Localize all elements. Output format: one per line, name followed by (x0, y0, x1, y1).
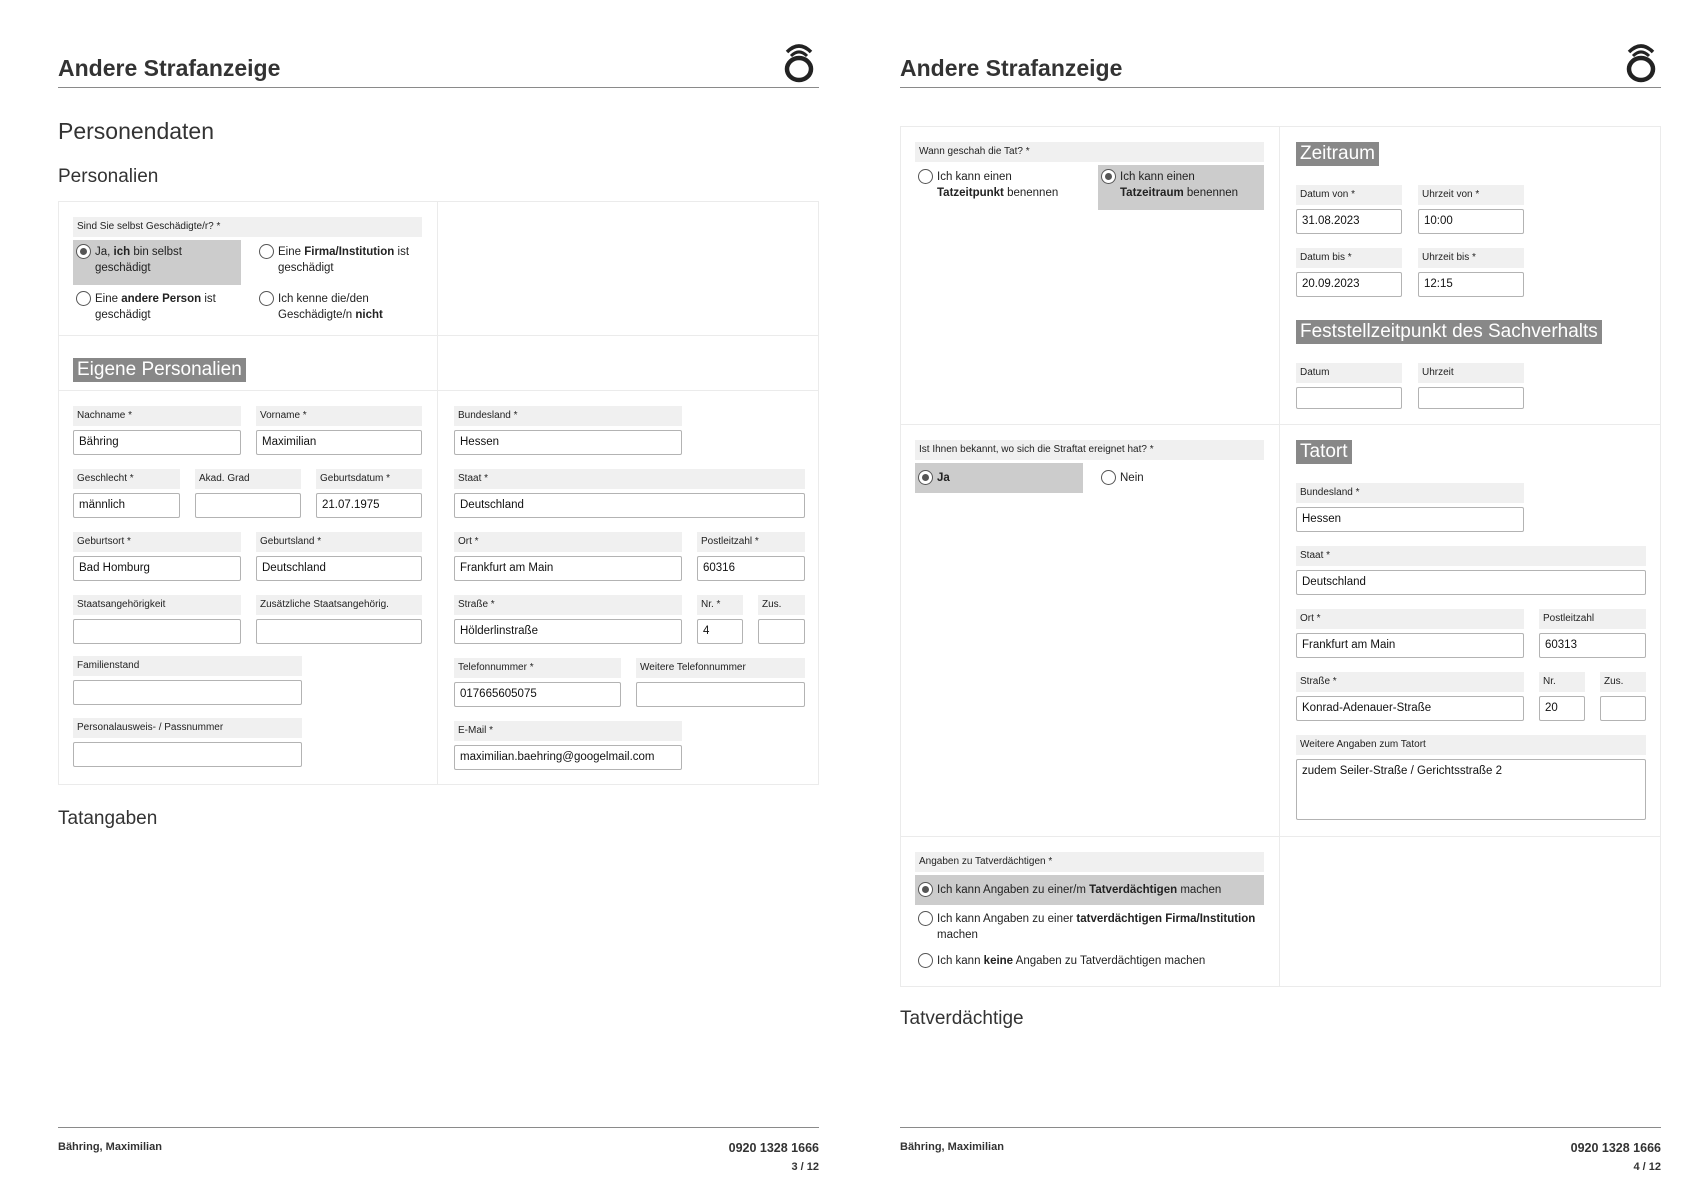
nachname-field[interactable]: Bähring (73, 430, 241, 455)
question-label: Ist Ihnen bekannt, wo sich die Straftat ereignet hat? * (915, 440, 1264, 460)
geburtsort-label: Geburtsort * (73, 532, 241, 552)
document-title: Andere Strafanzeige (58, 55, 281, 81)
geburtsland-label: Geburtsland * (256, 532, 422, 552)
radio-icon (76, 244, 91, 259)
tatort-nr-field[interactable]: 20 (1539, 696, 1585, 721)
next-section-heading: Tatangaben (58, 808, 158, 829)
radio-icon (918, 953, 933, 968)
vorname-field[interactable]: Maximilian (256, 430, 422, 455)
section-title-feststellzeitpunkt: Feststellzeitpunkt des Sachverhalts (1296, 320, 1602, 344)
datum-bis-field[interactable]: 20.09.2023 (1296, 272, 1402, 297)
radio-company-damaged[interactable]: Eine Firma/Institution ist geschädigt (256, 240, 422, 285)
geschlecht-select[interactable]: männlich (73, 493, 180, 518)
page-footer (58, 1127, 819, 1177)
page-4 (842, 0, 1684, 1191)
geburtsdatum-field[interactable]: 21.07.1975 (316, 493, 422, 518)
radio-unknown-damaged[interactable]: Ich kenne die/den Geschädigte/n nicht (256, 287, 422, 332)
tatort-bundesland-label: Bundesland * (1296, 483, 1524, 503)
section-title-eigene-personalien: Eigene Personalien (73, 358, 246, 382)
geburtsort-field[interactable]: Bad Homburg (73, 556, 241, 581)
uhrzeit-label: Uhrzeit (1418, 363, 1524, 383)
subsection-heading: Personalien (58, 166, 159, 187)
uhrzeit-bis-label: Uhrzeit bis * (1418, 248, 1524, 268)
strasse-label: Straße * (454, 595, 682, 615)
document-title: Andere Strafanzeige (900, 55, 1123, 81)
uhrzeit-bis-field[interactable]: 12:15 (1418, 272, 1524, 297)
uhrzeit-von-field[interactable]: 10:00 (1418, 209, 1524, 234)
page-footer (900, 1127, 1661, 1177)
footer-name: Bähring, Maximilian (900, 1141, 1004, 1153)
zus-staatsangehoerigkeit-label: Zusätzliche Staatsangehörig. (256, 595, 422, 615)
zus-field[interactable] (758, 619, 805, 644)
tatort-ort-label: Ort * (1296, 609, 1524, 629)
next-section-heading: Tatverdächtige (900, 1008, 1024, 1029)
radio-icon (918, 882, 933, 897)
akad-grad-field[interactable] (195, 493, 301, 518)
datum-von-label: Datum von * (1296, 185, 1402, 205)
tatort-ort-field[interactable]: Frankfurt am Main (1296, 633, 1524, 658)
page-header (58, 50, 819, 88)
ausweis-field[interactable] (73, 742, 302, 767)
ort-field[interactable]: Frankfurt am Main (454, 556, 682, 581)
radio-tatzeitraum[interactable]: Ich kann einen Tatzeitraum benennen (1098, 165, 1264, 210)
section-title-tatort: Tatort (1296, 440, 1352, 464)
familienstand-field[interactable] (73, 680, 302, 705)
datum-von-field[interactable]: 31.08.2023 (1296, 209, 1402, 234)
radio-icon (1101, 470, 1116, 485)
uhrzeit-von-label: Uhrzeit von * (1418, 185, 1524, 205)
nr-field[interactable]: 4 (697, 619, 743, 644)
radio-ort-ja[interactable]: Ja (915, 463, 1083, 493)
zus-label: Zus. (758, 595, 805, 615)
page-number: 4 / 12 (1633, 1161, 1661, 1173)
radio-tatverdaechtige-firma[interactable]: Ich kann Angaben zu einer tatverdächtigen Firma/Institution machen (915, 907, 1264, 945)
plz-label: Postleitzahl * (697, 532, 805, 552)
bundesland-select[interactable]: Hessen (454, 430, 682, 455)
tatort-plz-label: Postleitzahl (1539, 609, 1646, 629)
radio-self-damaged[interactable]: Ja, ich bin selbst geschädigt (73, 240, 241, 285)
weitere-angaben-textarea[interactable]: zudem Seiler-Straße / Gerichtsstraße 2 (1296, 759, 1646, 820)
question-label: Wann geschah die Tat? * (915, 142, 1264, 162)
radio-ort-nein[interactable]: Nein (1098, 463, 1264, 493)
tatort-bundesland-select[interactable]: Hessen (1296, 507, 1524, 532)
weitere-telefon-field[interactable] (636, 682, 805, 707)
radio-icon (1101, 169, 1116, 184)
telefon-label: Telefonnummer * (454, 658, 621, 678)
email-label: E-Mail * (454, 721, 682, 741)
staat-label: Staat * (454, 469, 805, 489)
uhrzeit-field[interactable] (1418, 387, 1524, 409)
page-header (900, 50, 1661, 88)
ort-label: Ort * (454, 532, 682, 552)
tatort-plz-field[interactable]: 60313 (1539, 633, 1646, 658)
akad-grad-label: Akad. Grad (195, 469, 301, 489)
geburtsdatum-label: Geburtsdatum * (316, 469, 422, 489)
zus-staatsangehoerigkeit-field[interactable] (256, 619, 422, 644)
datum-bis-label: Datum bis * (1296, 248, 1402, 268)
question-label: Angaben zu Tatverdächtigen * (915, 852, 1264, 872)
footer-name: Bähring, Maximilian (58, 1141, 162, 1153)
geschlecht-label: Geschlecht * (73, 469, 180, 489)
footer-case-number: 0920 1328 1666 (1570, 1141, 1661, 1155)
plz-field[interactable]: 60316 (697, 556, 805, 581)
strasse-field[interactable]: Hölderlinstraße (454, 619, 682, 644)
weitere-telefon-label: Weitere Telefonnummer (636, 658, 805, 678)
radio-tatverdaechtige-person[interactable]: Ich kann Angaben zu einer/m Tatverdächtigen machen (915, 875, 1264, 905)
radio-icon (918, 911, 933, 926)
staat-select[interactable]: Deutschland (454, 493, 805, 518)
section-heading: Personendaten (58, 118, 215, 144)
radio-icon (76, 291, 91, 306)
radio-icon (259, 291, 274, 306)
tatort-nr-label: Nr. (1539, 672, 1585, 692)
footer-case-number: 0920 1328 1666 (728, 1141, 819, 1155)
question-label: Sind Sie selbst Geschädigte/r? * (73, 217, 422, 237)
familienstand-label: Familienstand (73, 656, 302, 676)
radio-icon (918, 470, 933, 485)
tatort-strasse-label: Straße * (1296, 672, 1524, 692)
geburtsland-field[interactable]: Deutschland (256, 556, 422, 581)
police-logo-icon (1623, 38, 1659, 84)
radio-other-person-damaged[interactable]: Eine andere Person ist geschädigt (73, 287, 241, 332)
radio-tatzeitpunkt[interactable]: Ich kann einen Tatzeitpunkt benennen (915, 165, 1083, 210)
section-title-zeitraum: Zeitraum (1296, 142, 1379, 166)
bundesland-label: Bundesland * (454, 406, 682, 426)
staatsangehoerigkeit-label: Staatsangehörigkeit (73, 595, 241, 615)
weitere-angaben-label: Weitere Angaben zum Tatort (1296, 735, 1646, 755)
nr-label: Nr. * (697, 595, 743, 615)
radio-icon (259, 244, 274, 259)
staatsangehoerigkeit-field[interactable] (73, 619, 241, 644)
datum-field[interactable] (1296, 387, 1402, 409)
tatort-zus-field[interactable] (1600, 696, 1646, 721)
vorname-label: Vorname * (256, 406, 422, 426)
radio-keine-angaben[interactable]: Ich kann keine Angaben zu Tatverdächtigen machen (915, 949, 1264, 975)
tatort-staat-select[interactable]: Deutschland (1296, 570, 1646, 595)
email-field[interactable]: maximilian.baehring@googelmail.com (454, 745, 682, 770)
page-number: 3 / 12 (791, 1161, 819, 1173)
telefon-field[interactable]: 017665605075 (454, 682, 621, 707)
tatort-staat-label: Staat * (1296, 546, 1646, 566)
police-logo-icon (781, 38, 817, 84)
ausweis-label: Personalausweis- / Passnummer (73, 718, 302, 738)
tatort-strasse-field[interactable]: Konrad-Adenauer-Straße (1296, 696, 1524, 721)
datum-label: Datum (1296, 363, 1402, 383)
nachname-label: Nachname * (73, 406, 241, 426)
radio-icon (918, 169, 933, 184)
tatort-zus-label: Zus. (1600, 672, 1646, 692)
